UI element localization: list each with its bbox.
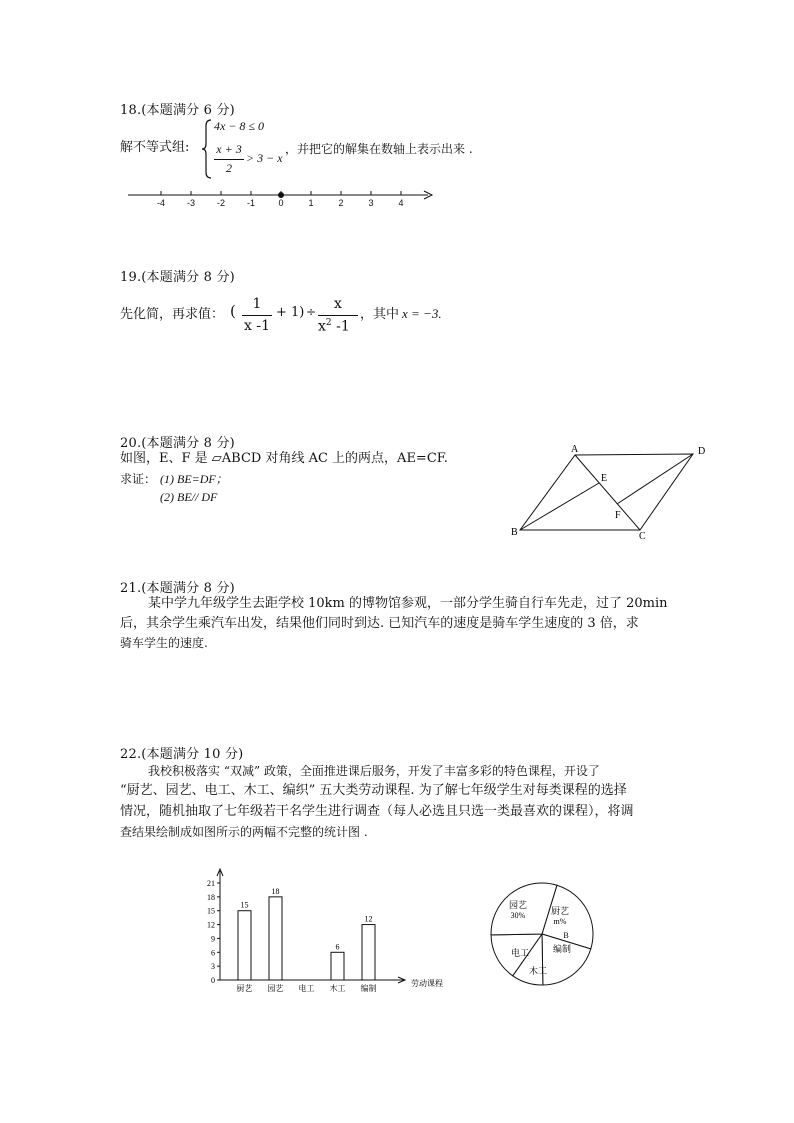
bar-data-label: 12 — [364, 914, 373, 924]
number-line-tick-label: 0 — [278, 198, 284, 208]
q19-open-paren: ( — [230, 302, 236, 320]
category-label: 园艺 — [267, 984, 284, 993]
pie-slice-label: 园艺 — [508, 900, 528, 910]
system-brace — [200, 118, 214, 180]
pie-slice-label: 编制 — [552, 944, 572, 954]
category-label: 编制 — [360, 984, 377, 993]
pie-chart — [490, 880, 600, 990]
q19-div: ÷ — [306, 305, 317, 319]
y-tick-label: 12 — [207, 920, 215, 930]
label-c: C — [639, 531, 646, 542]
q20-item2: (2) BE// DF — [160, 490, 218, 504]
category-label: 厨艺 — [236, 984, 253, 993]
bar — [362, 925, 375, 980]
q22-line2: “厨艺、园艺、电工、木工、编织” 五大类劳动课程. 为了解七年级学生对每类课程的选择 — [120, 783, 627, 798]
q18-suffix: ，并把它的解集在数轴上表示出来 . — [285, 142, 473, 156]
q20-line1: 如图，E、F 是 ▱ABCD 对角线 AC 上的两点，AE=CF. — [120, 451, 448, 466]
q21-line1: 某中学九年级学生去距学校 10km 的博物馆参观，一部分学生骑自行车先走，过了 20min — [148, 596, 668, 611]
q18-ineq2-den: 2 — [226, 161, 232, 175]
number-line-tick-label: 4 — [398, 198, 404, 208]
bar — [238, 911, 251, 980]
number-line-tick-label: 3 — [368, 198, 374, 208]
q18-fraction-bar — [214, 159, 244, 160]
bar — [331, 952, 344, 980]
y-tick-label: 21 — [207, 879, 215, 888]
label-d: D — [698, 446, 706, 457]
number-line-tick-label: -2 — [216, 198, 225, 208]
q18-ineq2-rhs: > 3 − x — [246, 151, 283, 165]
q22-line4: 查结果绘制成如图所示的两幅不完整的统计图 . — [120, 825, 368, 839]
pie-slice-label: 电工 — [510, 948, 530, 958]
pie-slice-sublabel: 30% — [510, 911, 526, 920]
y-tick-label: 15 — [207, 906, 215, 916]
number-line-tick-label: -4 — [156, 198, 165, 208]
label-e: E — [601, 473, 608, 484]
y-tick-label: 3 — [211, 962, 215, 972]
diagonal-ac — [575, 455, 640, 530]
q20-item1: (1) BE=DF； — [160, 472, 228, 486]
pie-slice-label: 木工 — [528, 966, 548, 976]
number-line-tick-label: 2 — [338, 198, 344, 208]
bar-data-label: 18 — [271, 886, 280, 896]
q19-frac1-num: 1 — [252, 296, 262, 312]
q22-title: 22.(本题满分 10 分) — [120, 747, 244, 762]
number-line-tick-label: -3 — [186, 198, 195, 208]
pie-slice-label: 厨艺 — [550, 906, 570, 916]
q19-frac1-den: x -1 — [244, 318, 270, 334]
x-axis-label: 劳动课程 — [411, 979, 443, 988]
bar-chart — [195, 868, 460, 998]
q19-value: x = −3. — [402, 306, 442, 321]
q19-plus-one: + 1) — [276, 305, 305, 320]
q21-line3: 骑车学生的速度. — [120, 636, 208, 650]
q19-frac2-den: $x^2$ -1 — [318, 318, 350, 335]
label-b: B — [511, 527, 518, 538]
q19-frac1-bar — [242, 315, 272, 316]
q18-prompt: 解不等式组: — [120, 140, 190, 155]
q19-frac2-bar — [318, 315, 358, 316]
q19-frac2-num: x — [334, 296, 342, 312]
parallelogram-diagram — [505, 440, 715, 545]
q19-suffix: ，其中 — [360, 307, 400, 322]
bar — [269, 897, 282, 980]
q22-line3: 情况，随机抽取了七年级若干名学生进行调查（每人必选且只选一类最喜欢的课程），将调 — [120, 804, 634, 819]
label-a: A — [571, 444, 579, 455]
segment-be — [520, 483, 599, 530]
q18-ineq1: 4x − 8 ≤ 0 — [214, 119, 265, 133]
segment-df — [617, 454, 693, 504]
q21-line2: 后，其余学生乘汽车出发，结果他们同时到达. 已知汽车的速度是骑车学生速度的 3 倍，求 — [120, 616, 639, 631]
pie-extra-label: B — [563, 931, 569, 940]
q22-line1: 我校积极落实 “双减” 政策，全面推进课后服务，开发了丰富多彩的特色课程，开设了 — [148, 764, 600, 778]
q21-title: 21.(本题满分 8 分) — [120, 581, 235, 596]
bar-data-label: 6 — [335, 942, 340, 952]
bar-data-label: 15 — [240, 900, 249, 910]
y-tick-label: 0 — [211, 976, 215, 985]
q19-prompt: 先化简，再求值： — [120, 307, 225, 322]
number-line-tick-label: -1 — [246, 198, 255, 208]
q18-title: 18.(本题满分 6 分) — [120, 103, 235, 118]
label-f: F — [615, 510, 621, 521]
bar-marks — [238, 897, 375, 980]
y-tick-label: 6 — [211, 948, 215, 958]
y-tick-label: 18 — [207, 892, 215, 902]
q20-title: 20.(本题满分 8 分) — [120, 436, 235, 451]
q18-ineq2-num: x + 3 — [216, 142, 242, 156]
category-label: 木工 — [329, 984, 346, 993]
number-line-tick-label: 1 — [308, 198, 314, 208]
category-label: 电工 — [298, 984, 315, 993]
pie-slice-sublabel: m% — [553, 917, 567, 926]
y-tick-label: 9 — [211, 934, 215, 944]
q20-proof-label: 求证： — [120, 472, 157, 486]
q19-title: 19.(本题满分 8 分) — [120, 270, 235, 285]
